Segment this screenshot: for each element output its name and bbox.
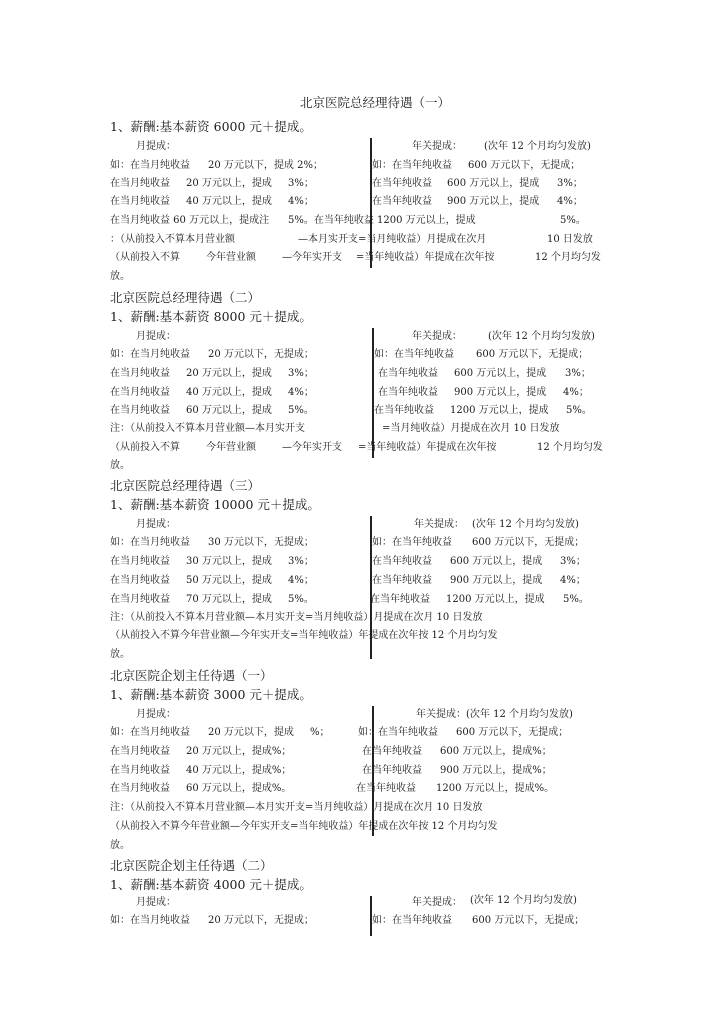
- monthly-head: 月提成：: [136, 709, 176, 720]
- note-annual: （从前投入不算今年营业额—今年实开支=当年纯收益）年提成在次年按 12 个月均匀发: [110, 630, 498, 641]
- row-left-pct: %；: [310, 727, 330, 738]
- row-right-amount: 600 万元以上，提成: [454, 368, 547, 379]
- row-right-amount: 600 万元以下，无提成；: [472, 537, 585, 548]
- annual-head-note: (次年 12 个月均匀发放): [488, 331, 595, 342]
- section-title: 北京医院企划主任待遇（二）: [110, 858, 273, 873]
- row-right-pct: 5%。: [560, 215, 586, 226]
- note-monthly: 注：（从前投入不算本月营业额—本月实开支: [110, 423, 305, 434]
- row-right: 在当年纯收益: [362, 746, 422, 757]
- row-left: 在当月纯收益: [110, 405, 170, 416]
- monthly-head: 月提成：: [136, 519, 176, 530]
- annual-head: 年关提成：: [414, 519, 464, 530]
- row-left-amount: 40 万元以上，提成: [186, 387, 272, 398]
- annual-head: 年关提成：: [412, 331, 462, 342]
- row-left-amount: 20 万元以下，提成: [208, 727, 294, 738]
- row-right: 如：在当年纯收益: [358, 727, 438, 738]
- row-right-amount: 1200 万元以上，提成%。: [436, 783, 555, 794]
- row-right-pct: 5%。: [566, 405, 592, 416]
- row-left-amount: 60 万元以上，提成%。: [186, 783, 292, 794]
- annual-head: 年关提成：(次年 12 个月均匀发放): [416, 709, 573, 720]
- row-left-amount: 20 万元以上，提成%；: [186, 746, 292, 757]
- row-left: 在当月纯收益: [110, 765, 170, 776]
- row-right: 在当年纯收益: [356, 783, 416, 794]
- note-monthly-cont: —本月实开支=当月纯收益）月提成在次月: [298, 234, 487, 245]
- row-right: 在当年纯收益: [374, 405, 434, 416]
- row-right-pct: 4%；: [557, 196, 583, 207]
- row-right-pct: 4%；: [560, 575, 586, 586]
- row-right-pct: 3%；: [565, 368, 591, 379]
- row-left: 在当月纯收益 60 万元以上，提成注: [110, 215, 270, 226]
- salary-line: 1、薪酬:基本薪资 8000 元＋提成。: [110, 309, 312, 324]
- note-annual-expense: —今年实开支: [282, 442, 342, 453]
- annual-head-note: (次年 12 个月均匀发放): [470, 895, 577, 906]
- monthly-head: 月提成：: [136, 141, 176, 152]
- row-left: 在当月纯收益: [110, 783, 170, 794]
- row-right: 在当年纯收益: [372, 556, 432, 567]
- row-left-pct: 3%；: [288, 178, 314, 189]
- row-left: 在当月纯收益: [110, 556, 170, 567]
- row-right-pct: 4%；: [563, 387, 589, 398]
- note-annual: （从前投入不算: [110, 442, 180, 453]
- row-left: 在当月纯收益: [110, 178, 170, 189]
- row-left: 在当月纯收益: [110, 594, 170, 605]
- row-left-amount: 50 万元以上，提成: [186, 575, 272, 586]
- row-left: 如：在当月纯收益: [110, 160, 190, 171]
- note-monthly: 注：（从前投入不算本月营业额—本月实开支=当月纯收益）月提成在次月 10 日发放: [110, 612, 483, 623]
- row-left-pct: 4%；: [288, 575, 314, 586]
- row-left-pct: 5%。: [288, 405, 314, 416]
- note-annual-months: 12 个月均匀发: [535, 252, 601, 263]
- row-left-amount: 70 万元以上，提成: [186, 594, 272, 605]
- note-end: 放。: [110, 840, 130, 851]
- note-annual-months: 12 个月均匀发: [537, 442, 603, 453]
- row-left: 如：在当月纯收益: [110, 727, 190, 738]
- row-left-amount: 20 万元以上，提成: [186, 368, 272, 379]
- note-annual-profit: =当年纯收益）年提成在次年按: [356, 252, 495, 263]
- row-left: 在当月纯收益: [110, 368, 170, 379]
- note-annual: （从前投入不算: [110, 252, 180, 263]
- row-right: 在当年纯收益: [372, 196, 432, 207]
- row-right: 如：在当年纯收益: [374, 349, 454, 360]
- row-left-amount: 40 万元以上，提成: [186, 196, 272, 207]
- row-left-amount: 40 万元以上，提成%；: [186, 765, 292, 776]
- row-left: 如：在当月纯收益: [110, 349, 190, 360]
- row-right-amount: 600 万元以下，无提成；: [476, 349, 589, 360]
- row-left-amount: 20 万元以下，无提成；: [208, 915, 314, 926]
- row-left-pct: 3%；: [288, 556, 314, 567]
- salary-line: 1、薪酬:基本薪资 10000 元＋提成。: [110, 497, 320, 512]
- salary-line: 1、薪酬:基本薪资 4000 元＋提成。: [110, 877, 312, 892]
- annual-head: 年关提成：: [412, 141, 462, 152]
- note-monthly: 注：（从前投入不算本月营业额—本月实开支=当月纯收益）月提成在次月 10 日发放: [110, 802, 483, 813]
- salary-line: 1、薪酬:基本薪资 6000 元＋提成。: [110, 119, 312, 134]
- row-left: 在当月纯收益: [110, 196, 170, 207]
- note-monthly-date: 10 日发放: [547, 234, 593, 245]
- row-right-amount: 600 万元以下，无提成；: [472, 915, 585, 926]
- note-annual-revenue: 今年营业额: [206, 252, 256, 263]
- annual-head-note: (次年 12 个月均匀发放): [472, 519, 579, 530]
- note-annual: （从前投入不算今年营业额—今年实开支=当年纯收益）年提成在次年按 12 个月均匀发: [110, 821, 498, 832]
- row-left-pct: 5%。: [288, 594, 314, 605]
- row-left-pct: 4%；: [288, 196, 314, 207]
- row-right-amount: 900 万元以上，提成: [447, 196, 540, 207]
- row-right: 在当年纯收益: [378, 368, 438, 379]
- salary-line: 1、薪酬:基本薪资 3000 元＋提成。: [110, 687, 312, 702]
- row-left: 在当月纯收益: [110, 575, 170, 586]
- annual-head: 年关提成：: [412, 897, 462, 908]
- row-right: 在当年纯收益: [370, 594, 430, 605]
- row-left: 在当月纯收益: [110, 387, 170, 398]
- row-right: 在当年纯收益: [372, 178, 432, 189]
- row-left-amount: 20 万元以下，无提成；: [208, 349, 314, 360]
- monthly-head: 月提成：: [136, 897, 176, 908]
- row-right-amount: 600 万元以上，提成: [447, 178, 540, 189]
- row-left-amount: 20 万元以上，提成: [186, 178, 272, 189]
- row-left: 如：在当月纯收益: [110, 915, 190, 926]
- row-right: 在当年纯收益: [362, 765, 422, 776]
- row-left-amount: 30 万元以下，无提成；: [208, 537, 314, 548]
- section-title: 北京医院总经理待遇（三）: [110, 478, 261, 493]
- note-end: 放。: [110, 271, 130, 282]
- row-right-amount: 600 万元以下，无提成；: [468, 160, 581, 171]
- row-right-amount: 900 万元以上，提成%；: [440, 765, 552, 776]
- note-end: 放。: [110, 460, 130, 471]
- row-right-amount: 900 万元以上，提成: [450, 575, 543, 586]
- note-monthly-cont: =当月纯收益）月提成在次月 10 日发放: [382, 423, 560, 434]
- section-title: 北京医院总经理待遇（二）: [110, 290, 261, 305]
- row-right-amount: 1200 万元以上，提成: [446, 594, 545, 605]
- section-title: 北京医院企划主任待遇（一）: [110, 668, 273, 683]
- row-right: 如：在当年纯收益: [372, 160, 452, 171]
- row-left: 在当月纯收益: [110, 746, 170, 757]
- row-left-amount: 30 万元以上，提成: [186, 556, 272, 567]
- note-annual-profit: =当年纯收益）年提成在次年按: [358, 442, 497, 453]
- row-right: 如：在当年纯收益: [372, 537, 452, 548]
- row-right-amount: 900 万元以上，提成: [454, 387, 547, 398]
- note-annual-expense: —今年实开支: [282, 252, 342, 263]
- row-left-pct: 5%。在当年纯收益 1200 万元以上，提成: [288, 215, 476, 226]
- row-left-pct: 3%；: [288, 368, 314, 379]
- row-right: 在当年纯收益: [378, 387, 438, 398]
- row-right-pct: 5%。: [563, 594, 589, 605]
- row-right: 如：在当年纯收益: [372, 915, 452, 926]
- row-right-amount: 1200 万元以上，提成: [450, 405, 549, 416]
- row-right-amount: 600 万元以上，提成: [450, 556, 543, 567]
- row-left-pct: 4%；: [288, 387, 314, 398]
- note-monthly: ：（从前投入不算本月营业额: [110, 234, 235, 245]
- column-divider: [372, 328, 374, 458]
- annual-head-note: (次年 12 个月均匀发放): [484, 141, 591, 152]
- row-right-pct: 3%；: [557, 178, 583, 189]
- note-end: 放。: [110, 649, 130, 660]
- row-right: 在当年纯收益: [372, 575, 432, 586]
- row-left-amount: 20 万元以下，提成 2%；: [208, 160, 323, 171]
- row-right-amount: 600 万元以上，提成%；: [440, 746, 552, 757]
- row-right-amount: 600 万元以下，无提成；: [456, 727, 569, 738]
- section-title: 北京医院总经理待遇（一）: [300, 95, 451, 110]
- note-annual-revenue: 今年营业额: [206, 442, 256, 453]
- row-left: 如：在当月纯收益: [110, 537, 190, 548]
- row-left-amount: 60 万元以上，提成: [186, 405, 272, 416]
- row-right-pct: 3%；: [560, 556, 586, 567]
- monthly-head: 月提成：: [136, 331, 176, 342]
